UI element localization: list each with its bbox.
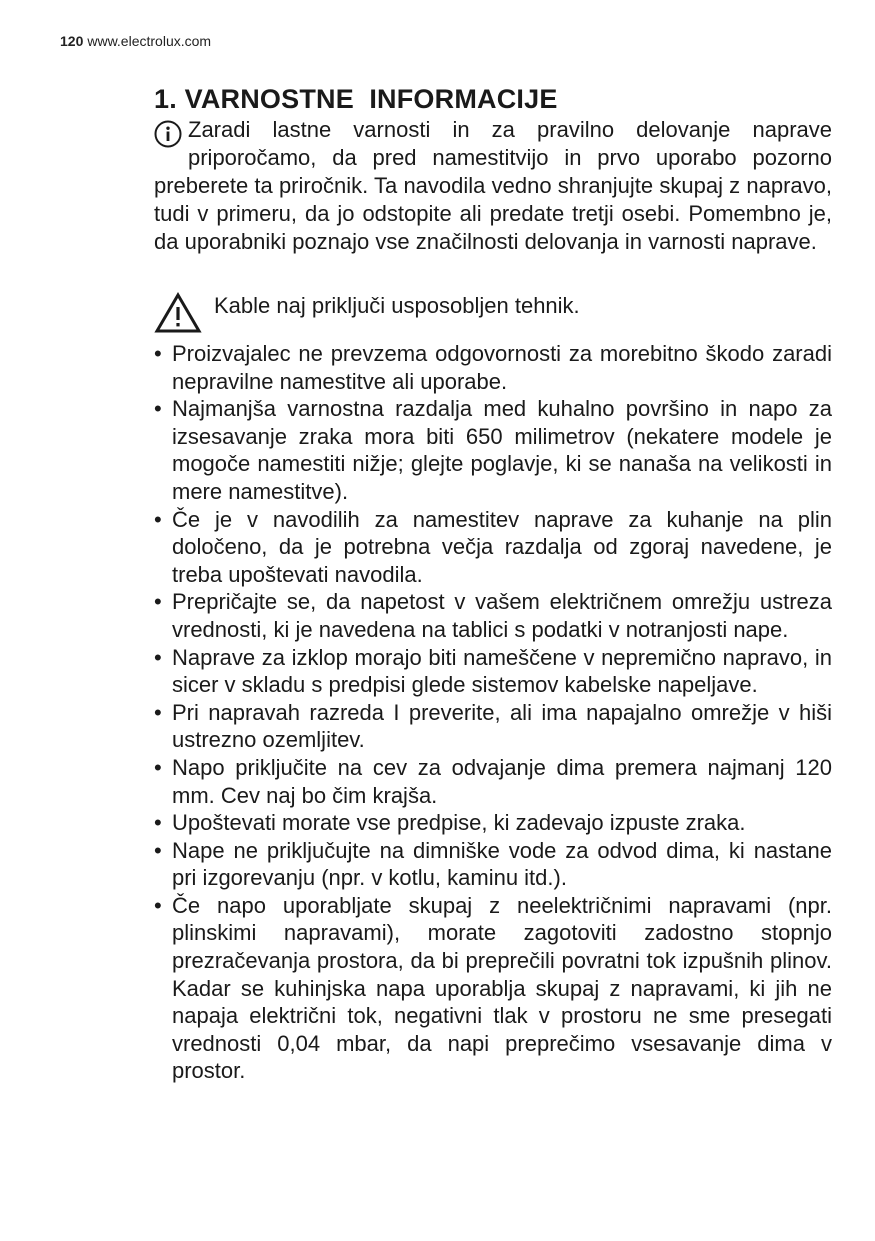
warning-triangle-icon bbox=[154, 292, 202, 334]
website-url: www.electrolux.com bbox=[87, 33, 212, 49]
bullet-item: • Naprave za izklop morajo biti nameščene v nepremično napravo, in sicer v skladu s predpisi glede sistemov kabelske napeljave. bbox=[154, 644, 832, 699]
safety-section bbox=[154, 82, 832, 1085]
bullet-item: • Najmanjša varnostna razdalja med kuhalno površino in napo za izsesavanje zraka mora biti 650 milimetrov (nekatere modele je mogoče namestiti nižje; glejte poglavje, ki se nanaša na velikosti in mere namestitve). bbox=[154, 395, 832, 505]
info-paragraph: Zaradi lastne varnosti in za pravilno delovanje naprave priporočamo, da pred namestitvijo in prvo uporabo pozorno preberete ta priročnik. Ta navodila vedno shranjujte skupaj z napravo, tudi v primeru, da jo odstopite ali predate tretji osebi. Pomembno je, da uporabniki poznajo vse značilnosti delovanja in varnosti naprave. bbox=[154, 117, 832, 254]
safety-bullet-list bbox=[154, 340, 832, 1085]
info-icon bbox=[154, 120, 182, 148]
bullet-item: • Proizvajalec ne prevzema odgovornosti za morebitno škodo zaradi nepravilne namestitve ali uporabe. bbox=[154, 340, 832, 395]
page-number: 120 bbox=[60, 33, 84, 49]
bullet-item: • Pri napravah razreda I preverite, ali ima napajalno omrežje v hiši ustrezno ozemljitev. bbox=[154, 699, 832, 754]
section-title: 1. VARNOSTNE INFORMACIJE bbox=[154, 84, 558, 114]
info-note bbox=[154, 116, 832, 256]
bullet-item: • Upoštevati morate vse predpise, ki zadevajo izpuste zraka. bbox=[154, 809, 832, 837]
warning-text: Kable naj priključi usposobljen tehnik. bbox=[214, 293, 580, 318]
bullet-item: • Nape ne priključujte na dimniške vode za odvod dima, ki nastane pri izgorevanju (npr. v kotlu, kaminu itd.). bbox=[154, 837, 832, 892]
warning-note bbox=[154, 290, 832, 334]
bullet-item: • Če napo uporabljate skupaj z neelektričnimi napravami (npr. plinskimi napravami), morate zagotoviti zadostno stopnjo prezračevanja prostora, da bi preprečili povratni tok izpušnih plinov. Kadar se kuhinjska napa uporablja skupaj z napravami, ki jih ne napaja električni tok, negativni tlak v prostoru ne sme presegati vrednosti 0,04 mbar, da napi preprečimo vsesavanje dima v prostor. bbox=[154, 892, 832, 1085]
page-header bbox=[60, 32, 211, 50]
bullet-item: • Napo priključite na cev za odvajanje dima premera najmanj 120 mm. Cev naj bo čim krajša. bbox=[154, 754, 832, 809]
bullet-item: • Prepričajte se, da napetost v vašem električnem omrežju ustreza vrednosti, ki je navedena na tablici s podatki v notranjosti nape. bbox=[154, 588, 832, 643]
bullet-item: • Če je v navodilih za namestitev naprave za kuhanje na plin določeno, da je potrebna večja razdalja od zgoraj navedene, je treba upoštevati navodila. bbox=[154, 506, 832, 589]
